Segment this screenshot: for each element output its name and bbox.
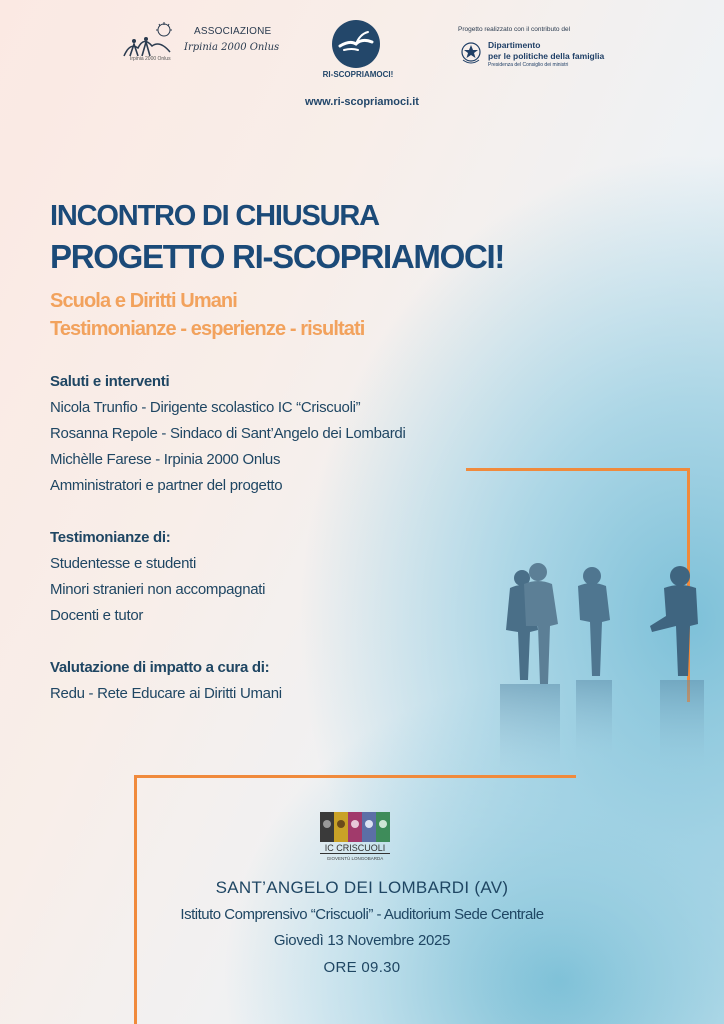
testimony-item: Minori stranieri non accompagnati <box>50 581 266 598</box>
frame-top-right-horizontal <box>466 468 690 471</box>
section-heading-testimonies: Testimonianze di: <box>50 529 171 546</box>
speaker-item: Nicola Trunfio - Dirigente scolastico IC “Criscuoli” <box>50 399 361 416</box>
evaluation-item: Redu - Rete Educare ai Diritti Umani <box>50 685 282 702</box>
association-logo <box>120 18 280 66</box>
association-caption: Irpinia 2000 Onlus <box>130 56 171 62</box>
department-intro: Progetto realizzato con il contributo del <box>458 26 571 33</box>
testimony-item: Docenti e tutor <box>50 607 144 624</box>
school-logo <box>320 812 390 862</box>
frame-bottom-vertical <box>134 775 137 1024</box>
event-venue: Istituto Comprensivo “Criscuoli” - Auditorium Sede Centrale <box>180 906 544 923</box>
school-logo-name: IC CRISCUOLI <box>320 843 390 854</box>
department-presidency: Presidenza del Consiglio dei ministri <box>488 62 569 68</box>
association-name: Irpinia 2000 Onlus <box>184 42 280 53</box>
section-heading-evaluation: Valutazione di impatto a cura di: <box>50 659 270 676</box>
project-title: PROGETTO RI-SCOPRIAMOCI! <box>50 238 505 275</box>
event-location: SANT’ANGELO DEI LOMBARDI (AV) <box>215 878 509 897</box>
department-logo <box>458 26 638 78</box>
subtitle-topics: Testimonianze - esperienze - risultati <box>50 318 365 340</box>
speaker-item: Rosanna Repole - Sindaco di Sant’Angelo dei Lombardi <box>50 425 406 442</box>
testimony-item: Studentesse e studenti <box>50 555 197 572</box>
association-label: ASSOCIAZIONE <box>194 26 272 37</box>
children-silhouettes-image <box>440 520 724 780</box>
speaker-item: Michèlle Farese - Irpinia 2000 Onlus <box>50 451 281 468</box>
event-time: ORE 09.30 <box>323 959 401 976</box>
event-title: INCONTRO DI CHIUSURA <box>50 200 379 232</box>
section-heading-greetings: Saluti e interventi <box>50 373 170 390</box>
hands-icon <box>332 20 380 68</box>
people-figures-icon <box>120 22 178 60</box>
silhouette-child-4 <box>650 566 698 676</box>
website-link[interactable]: www.ri-scopriamoci.it <box>305 96 419 108</box>
department-name-line2: per le politiche della famiglia <box>488 51 605 61</box>
subtitle-theme: Scuola e Diritti Umani <box>50 290 237 312</box>
republic-emblem-icon <box>460 40 482 66</box>
center-logo-label: RI-SCOPRIAMOCI! <box>322 70 394 79</box>
event-date: Giovedì 13 Novembre 2025 <box>273 932 451 949</box>
speaker-item: Amministratori e partner del progetto <box>50 477 283 494</box>
silhouette-child-3 <box>578 567 610 676</box>
school-logo-subtitle: GIOVENTÙ LONGOBARDA <box>326 856 384 861</box>
school-logo-portraits-icon <box>320 812 390 842</box>
riscopriamoci-logo <box>322 20 394 80</box>
department-name-line1: Dipartimento <box>488 40 541 50</box>
